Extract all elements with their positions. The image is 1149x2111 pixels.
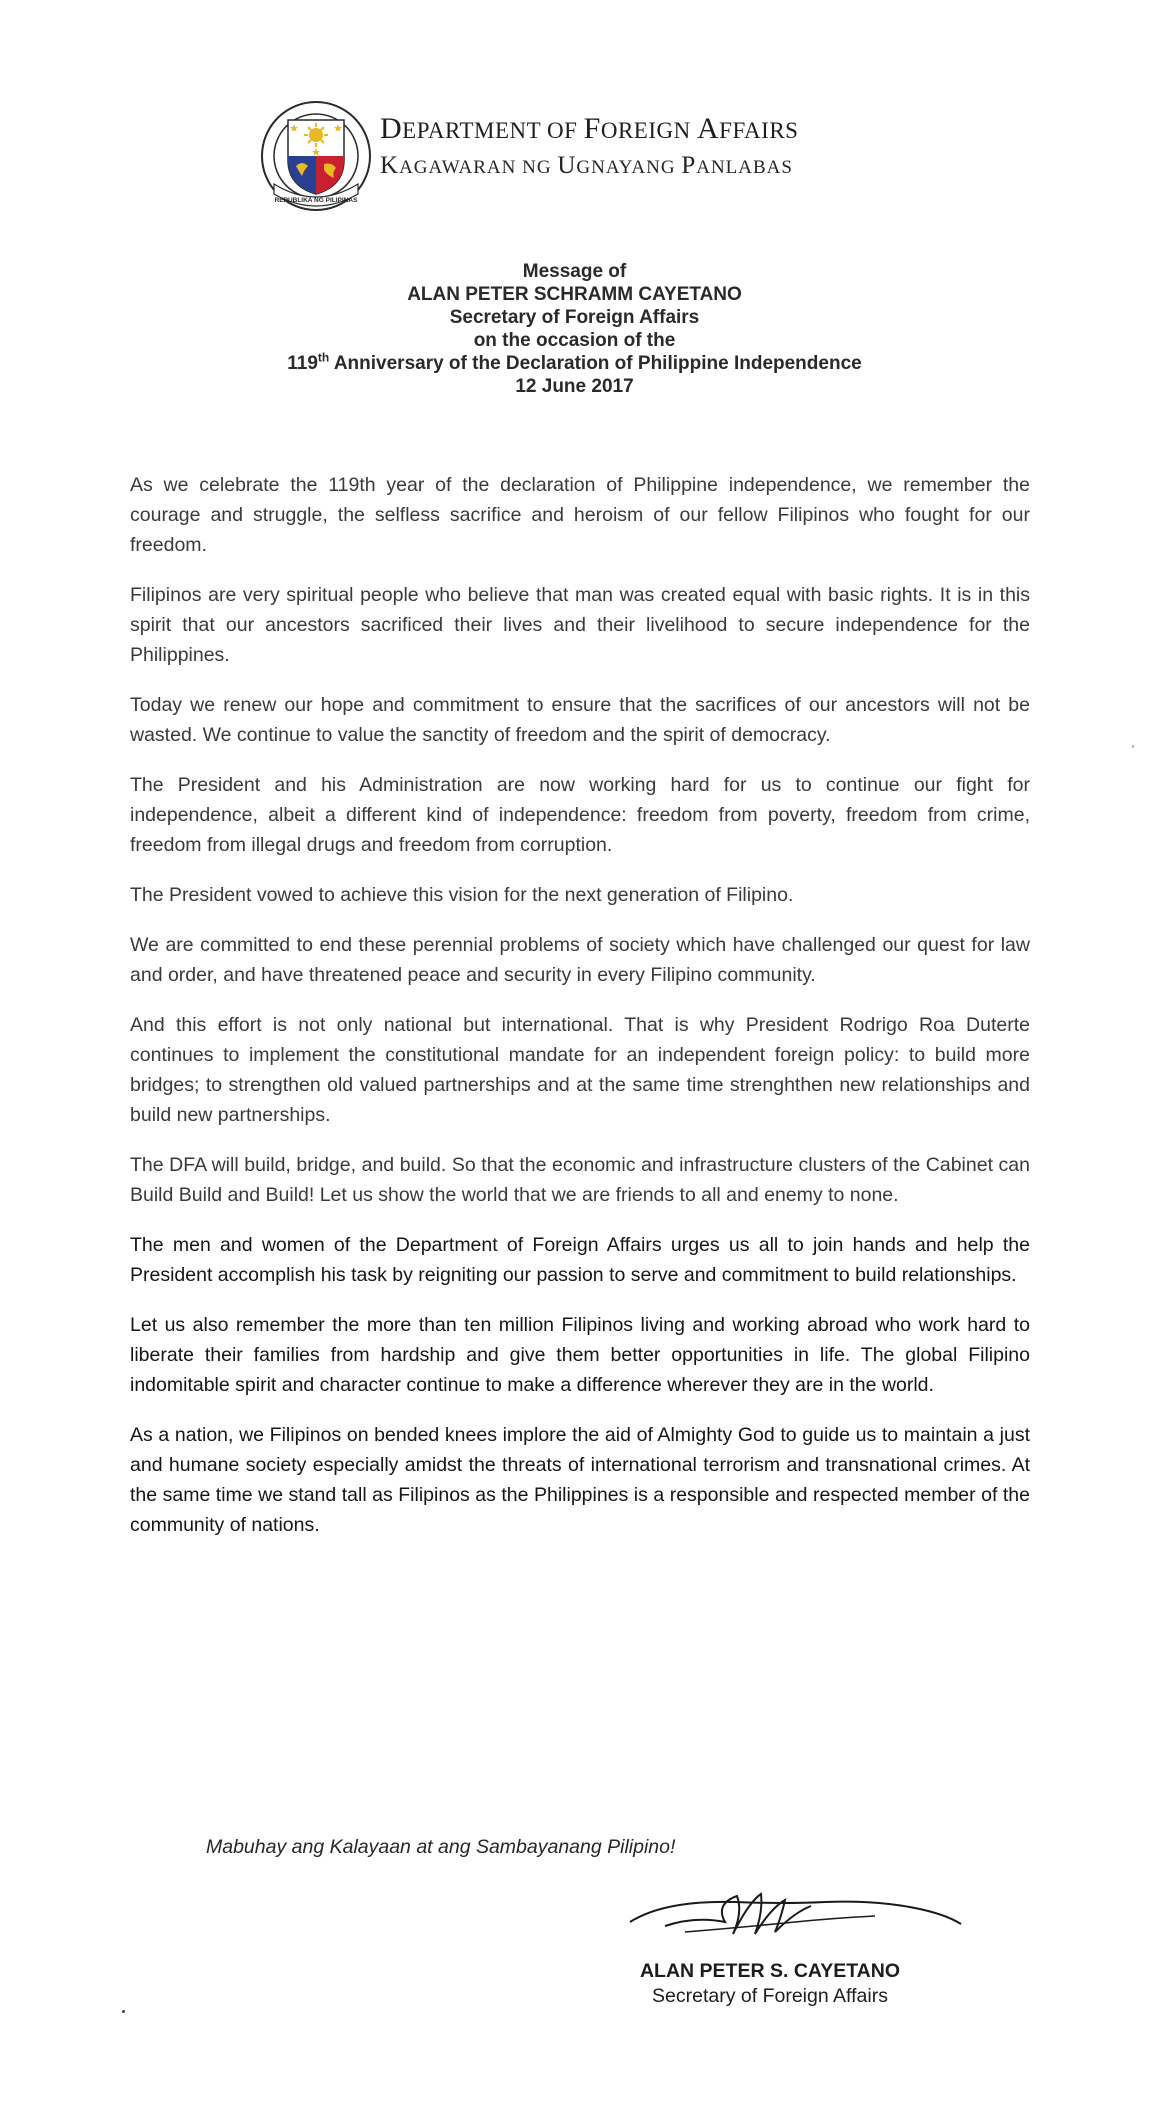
title-line-name: ALAN PETER SCHRAMM CAYETANO [407, 284, 742, 305]
paragraph: As we celebrate the 119th year of the declaration of Philippine independence, we remember the courage and struggle, the selfless sacrifice and heroism of our fellow Filipinos who fought for our freedom. [130, 474, 1030, 556]
title-line-message-of: Message of [522, 261, 627, 282]
svg-text:REPUBLIKA NG PILIPINAS: REPUBLIKA NG PILIPINAS [274, 197, 358, 204]
paragraph: Today we renew our hope and commitment to ensure that the sacrifices of our ancestors will not be wasted. We continue to value the sanctity of freedom and the spirit of democracy. [130, 694, 1030, 746]
scan-speck [122, 2010, 125, 2013]
message-title [0, 260, 1149, 398]
department-name-filipino: KAGAWARAN NG UGNAYANG PANLABAS [380, 152, 793, 179]
paragraph: The DFA will build, bridge, and build. So that the economic and infrastructure clusters of the Cabinet can Build Build and Build! Let us show the world that we are friends to all and enemy to none. [130, 1154, 1030, 1206]
letterhead [258, 98, 938, 218]
signatory-title: Secretary of Foreign Affairs [652, 1985, 888, 2007]
title-line-anniversary: 119th Anniversary of the Declaration of Philippine Independence [287, 350, 862, 374]
message-body [130, 470, 1030, 1540]
paragraph: We are committed to end these perennial problems of society which have challenged our quest for law and order, and have threatened peace and security in every Filipino community. [130, 934, 1030, 986]
closing-line: Mabuhay ang Kalayaan at ang Sambayanang Pilipino! [206, 1836, 676, 1858]
scan-speck [1132, 745, 1134, 748]
dfa-seal-logo [258, 98, 374, 214]
title-line-date: 12 June 2017 [515, 376, 634, 397]
paragraph: Filipinos are very spiritual people who believe that man was created equal with basic rights. It is in this spirit that our ancestors sacrificed their lives and their livelihood to secure independence for the Philippines. [130, 584, 1030, 666]
title-line-position: Secretary of Foreign Affairs [449, 307, 700, 328]
paragraph: And this effort is not only national but international. That is why President Rodrigo Roa Duterte continues to implement the constitutional mandate for an independent foreign policy: to build more bridges; to strengthen old valued partnerships and at the same time strenghthen new relationships and build new partnerships. [130, 1014, 1030, 1126]
paragraph: The President and his Administration are now working hard for us to continue our fight for independence, albeit a different kind of independence: freedom from poverty, freedom from crime, freedom from illegal drugs and freedom from corruption. [130, 774, 1030, 856]
title-line-occasion: on the occasion of the [473, 330, 676, 351]
paragraph: The men and women of the Department of Foreign Affairs urges us all to join hands and help the President accomplish his task by reigniting our passion to serve and commitment to build relationships. [130, 1234, 1030, 1286]
signatory-name: ALAN PETER S. CAYETANO [639, 1960, 901, 1982]
paragraph: Let us also remember the more than ten million Filipinos living and working abroad who work hard to liberate their families from hardship and give them better opportunities in life. The global Filipino indomitable spirit and character continue to make a difference wherever they are in the world. [130, 1314, 1030, 1396]
paragraph: The President vowed to achieve this vision for the next generation of Filipino. [130, 884, 794, 906]
department-name: DEPARTMENT OF FOREIGN AFFAIRS [380, 112, 799, 145]
paragraph: As a nation, we Filipinos on bended knees implore the aid of Almighty God to guide us to maintain a just and humane society especially amidst the threats of international terrorism and transnational crimes. At the same time we stand tall as Filipinos as the Philippines is a responsible and respected member of the community of nations. [130, 1424, 1030, 1536]
handwritten-signature [625, 1882, 965, 1952]
